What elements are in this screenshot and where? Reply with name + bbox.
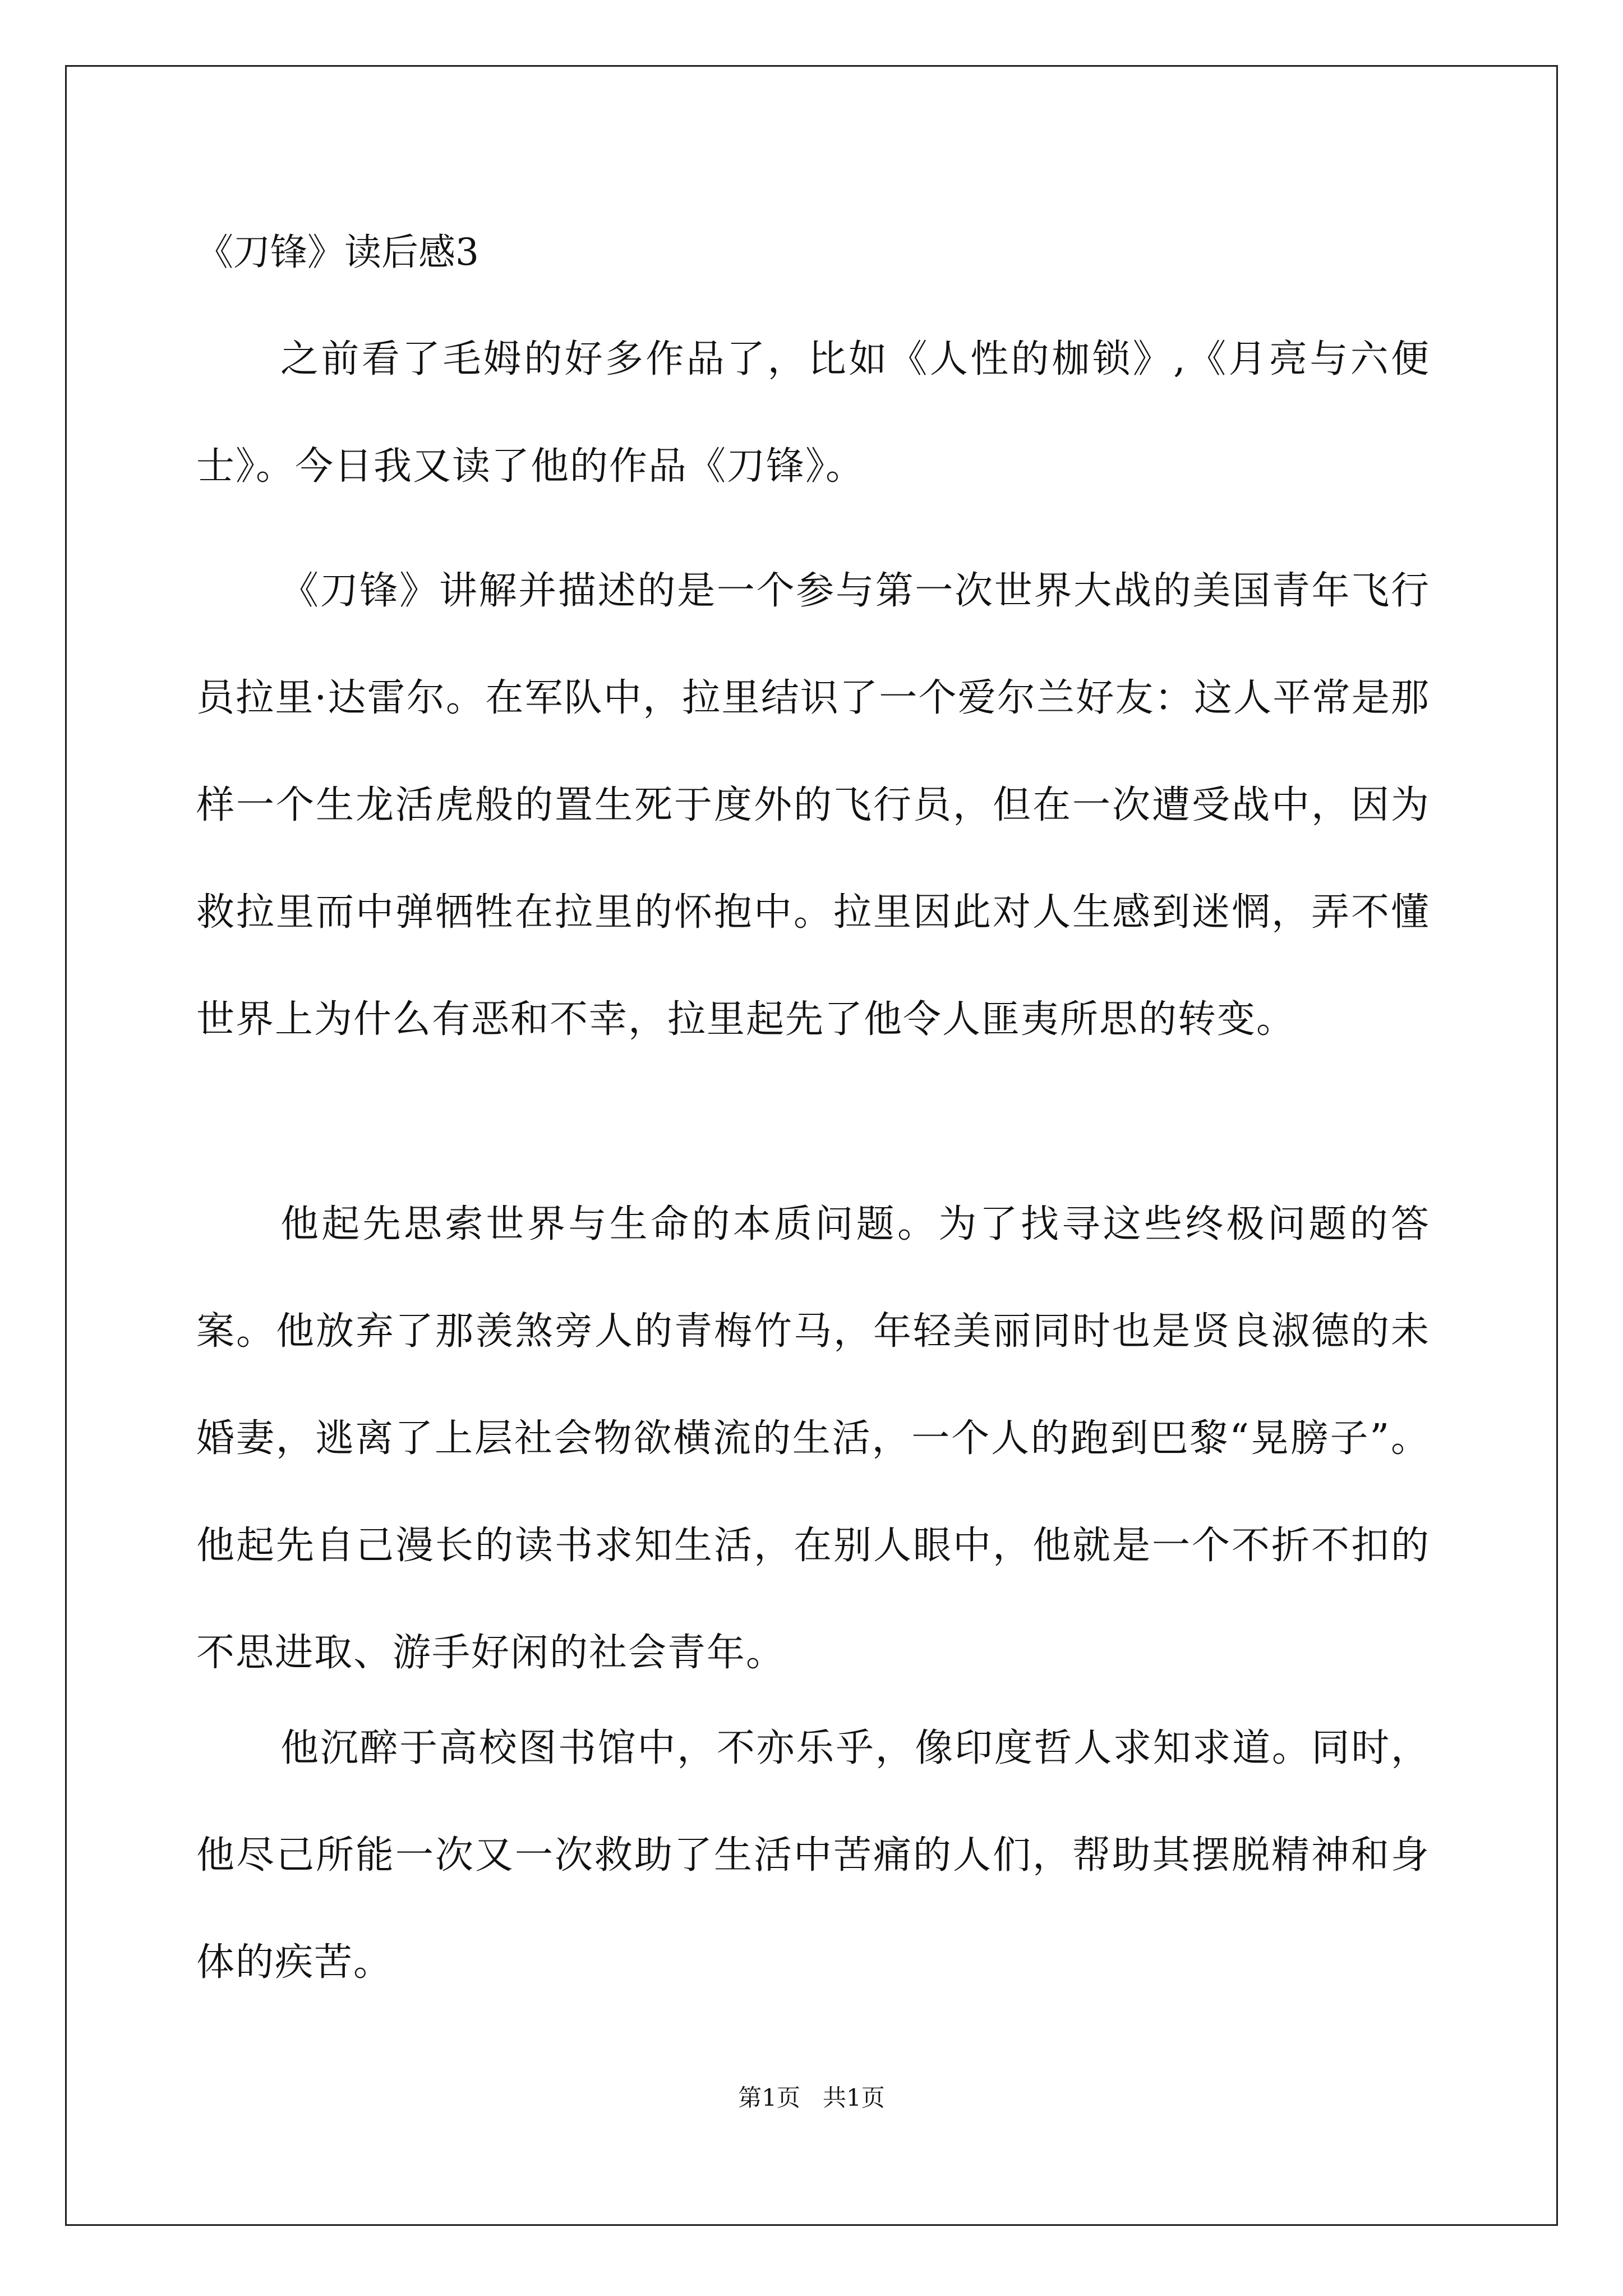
page-number-footer: 第1页 共1页 <box>738 2084 885 2111</box>
paragraph-2: 《刀锋》讲解并描述的是一个参与第一次世界大战的美国青年飞行员拉里·达雷尔。在军队中，拉里结识了一个爱尔兰好友：这人平常是那样一个生龙活虎般的置生死于度外的飞行员，但在一次遭受战中，因为救拉里而中弹牺牲在拉里的怀抱中。拉里因此对人生感到迷惘，弄不懂世界上为什么有恶和不幸，拉里起先了他令人匪夷所思的转变。 <box>196 569 1430 1042</box>
paragraph-4: 他沉醉于高校图书馆中，不亦乐乎，像印度哲人求知求道。同时，他尽己所能一次又一次救助了生活中苦痛的人们，帮助其摆脱精神和身体的疾苦。 <box>196 1726 1430 1985</box>
paragraph-3: 他起先思索世界与生命的本质问题。为了找寻这些终极问题的答案。他放弃了那羡煞旁人的青梅竹马，年轻美丽同时也是贤良淑德的未婚妻，逃离了上层社会物欲横流的生活，一个人的跑到巴黎“晃膀子”。他起先自己漫长的读书求知生活，在别人眼中，他就是一个不折不扣的不思进取、游手好闲的社会青年。 <box>196 1202 1430 1675</box>
paragraph-1: 之前看了毛姆的好多作品了，比如《人性的枷锁》,《月亮与六便士》。今日我又读了他的作品《刀锋》。 <box>196 337 1430 489</box>
document-title: 《刀锋》读后感3 <box>196 231 479 274</box>
